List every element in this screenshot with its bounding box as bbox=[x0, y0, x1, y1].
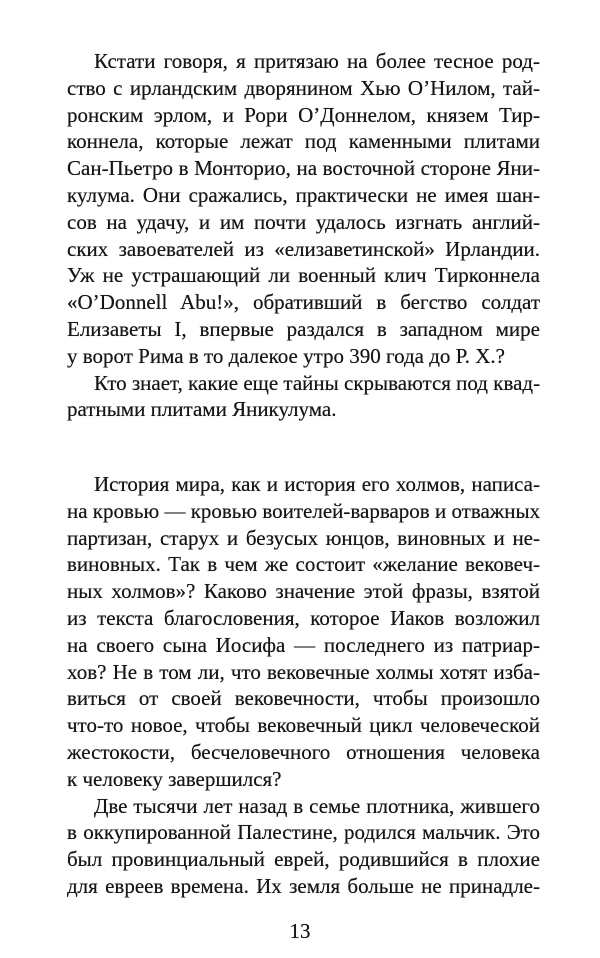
text-line: что-то новое, чтобы вековечный цикл человеческой bbox=[67, 713, 540, 738]
text-block-1 bbox=[67, 48, 540, 423]
text-line: «O’Donnell Abu!», обративший в бегство солдат bbox=[67, 290, 540, 315]
text-line: хов? Не в том ли, что вековечные холмы хотят изба- bbox=[67, 659, 540, 684]
text-line: сов на удачу, и им почти удалось изгнать англий- bbox=[67, 209, 540, 234]
text-line: ных холмов»? Каково значение этой фразы, взятой bbox=[67, 579, 540, 604]
text-line: кулума. Они сражались, практически не имея шан- bbox=[67, 182, 540, 207]
paragraph bbox=[67, 793, 540, 900]
text-line: был провинциальный еврей, родившийся в плохие bbox=[67, 847, 540, 872]
text-line: партизан, старух и безусых юнцов, виновных и не- bbox=[67, 525, 540, 550]
text-line: жестокости, бесчеловечного отношения человека bbox=[67, 739, 540, 764]
text-line: Сан-Пьетро в Монторио, на восточной стороне Яни- bbox=[67, 156, 540, 181]
text-line: Кстати говоря, я притязаю на более тесное род- bbox=[94, 49, 540, 73]
text-block-2 bbox=[67, 471, 540, 900]
text-line: ских завоевателей из «елизаветинской» Ирландии. bbox=[67, 236, 540, 261]
text-line: виновных. Так в чем же состоит «желание вековеч- bbox=[67, 552, 540, 577]
text-line: Уж не устрашающий ли военный клич Тирконнела bbox=[67, 263, 540, 288]
text-line: Елизаветы I, впервые раздался в западном мире bbox=[67, 316, 540, 341]
paragraph bbox=[67, 471, 540, 793]
text-line: История мира, как и история его холмов, написа- bbox=[94, 472, 540, 496]
text-line: для евреев времена. Их земля больше не принадле- bbox=[67, 873, 540, 898]
text-line: ронским эрлом, и Рори О’Доннелом, князем Тир- bbox=[67, 102, 540, 127]
text-line: ратными плитами Яникулума. bbox=[67, 397, 337, 422]
text-line: коннела, которые лежат под каменными плитами bbox=[67, 129, 540, 154]
text-line: из текста благословения, которое Иаков возложил bbox=[67, 605, 540, 630]
page-number: 13 bbox=[289, 919, 311, 943]
text-line: на кровью — кровью воителей-варваров и отважных bbox=[67, 498, 541, 523]
paragraph bbox=[67, 370, 540, 424]
text-line: ство с ирландским дворянином Хью О’Нилом, тай- bbox=[67, 75, 540, 100]
text-line: виться от своей вековечности, чтобы произошло bbox=[67, 686, 540, 711]
text-line: Кто знает, какие еще тайны скрываются под квад- bbox=[94, 370, 541, 395]
text-line: на своего сына Иосифа — последнего из патриар- bbox=[67, 632, 540, 657]
text-line: у ворот Рима в то далекое утро 390 года до Р. Х.? bbox=[67, 343, 505, 368]
text-line: к человеку завершился? bbox=[67, 766, 282, 791]
text-line: Две тысячи лет назад в семье плотника, жившего bbox=[94, 793, 540, 818]
paragraph bbox=[67, 48, 540, 370]
text-line: в оккупированной Палестине, родился мальчик. Это bbox=[67, 820, 540, 845]
